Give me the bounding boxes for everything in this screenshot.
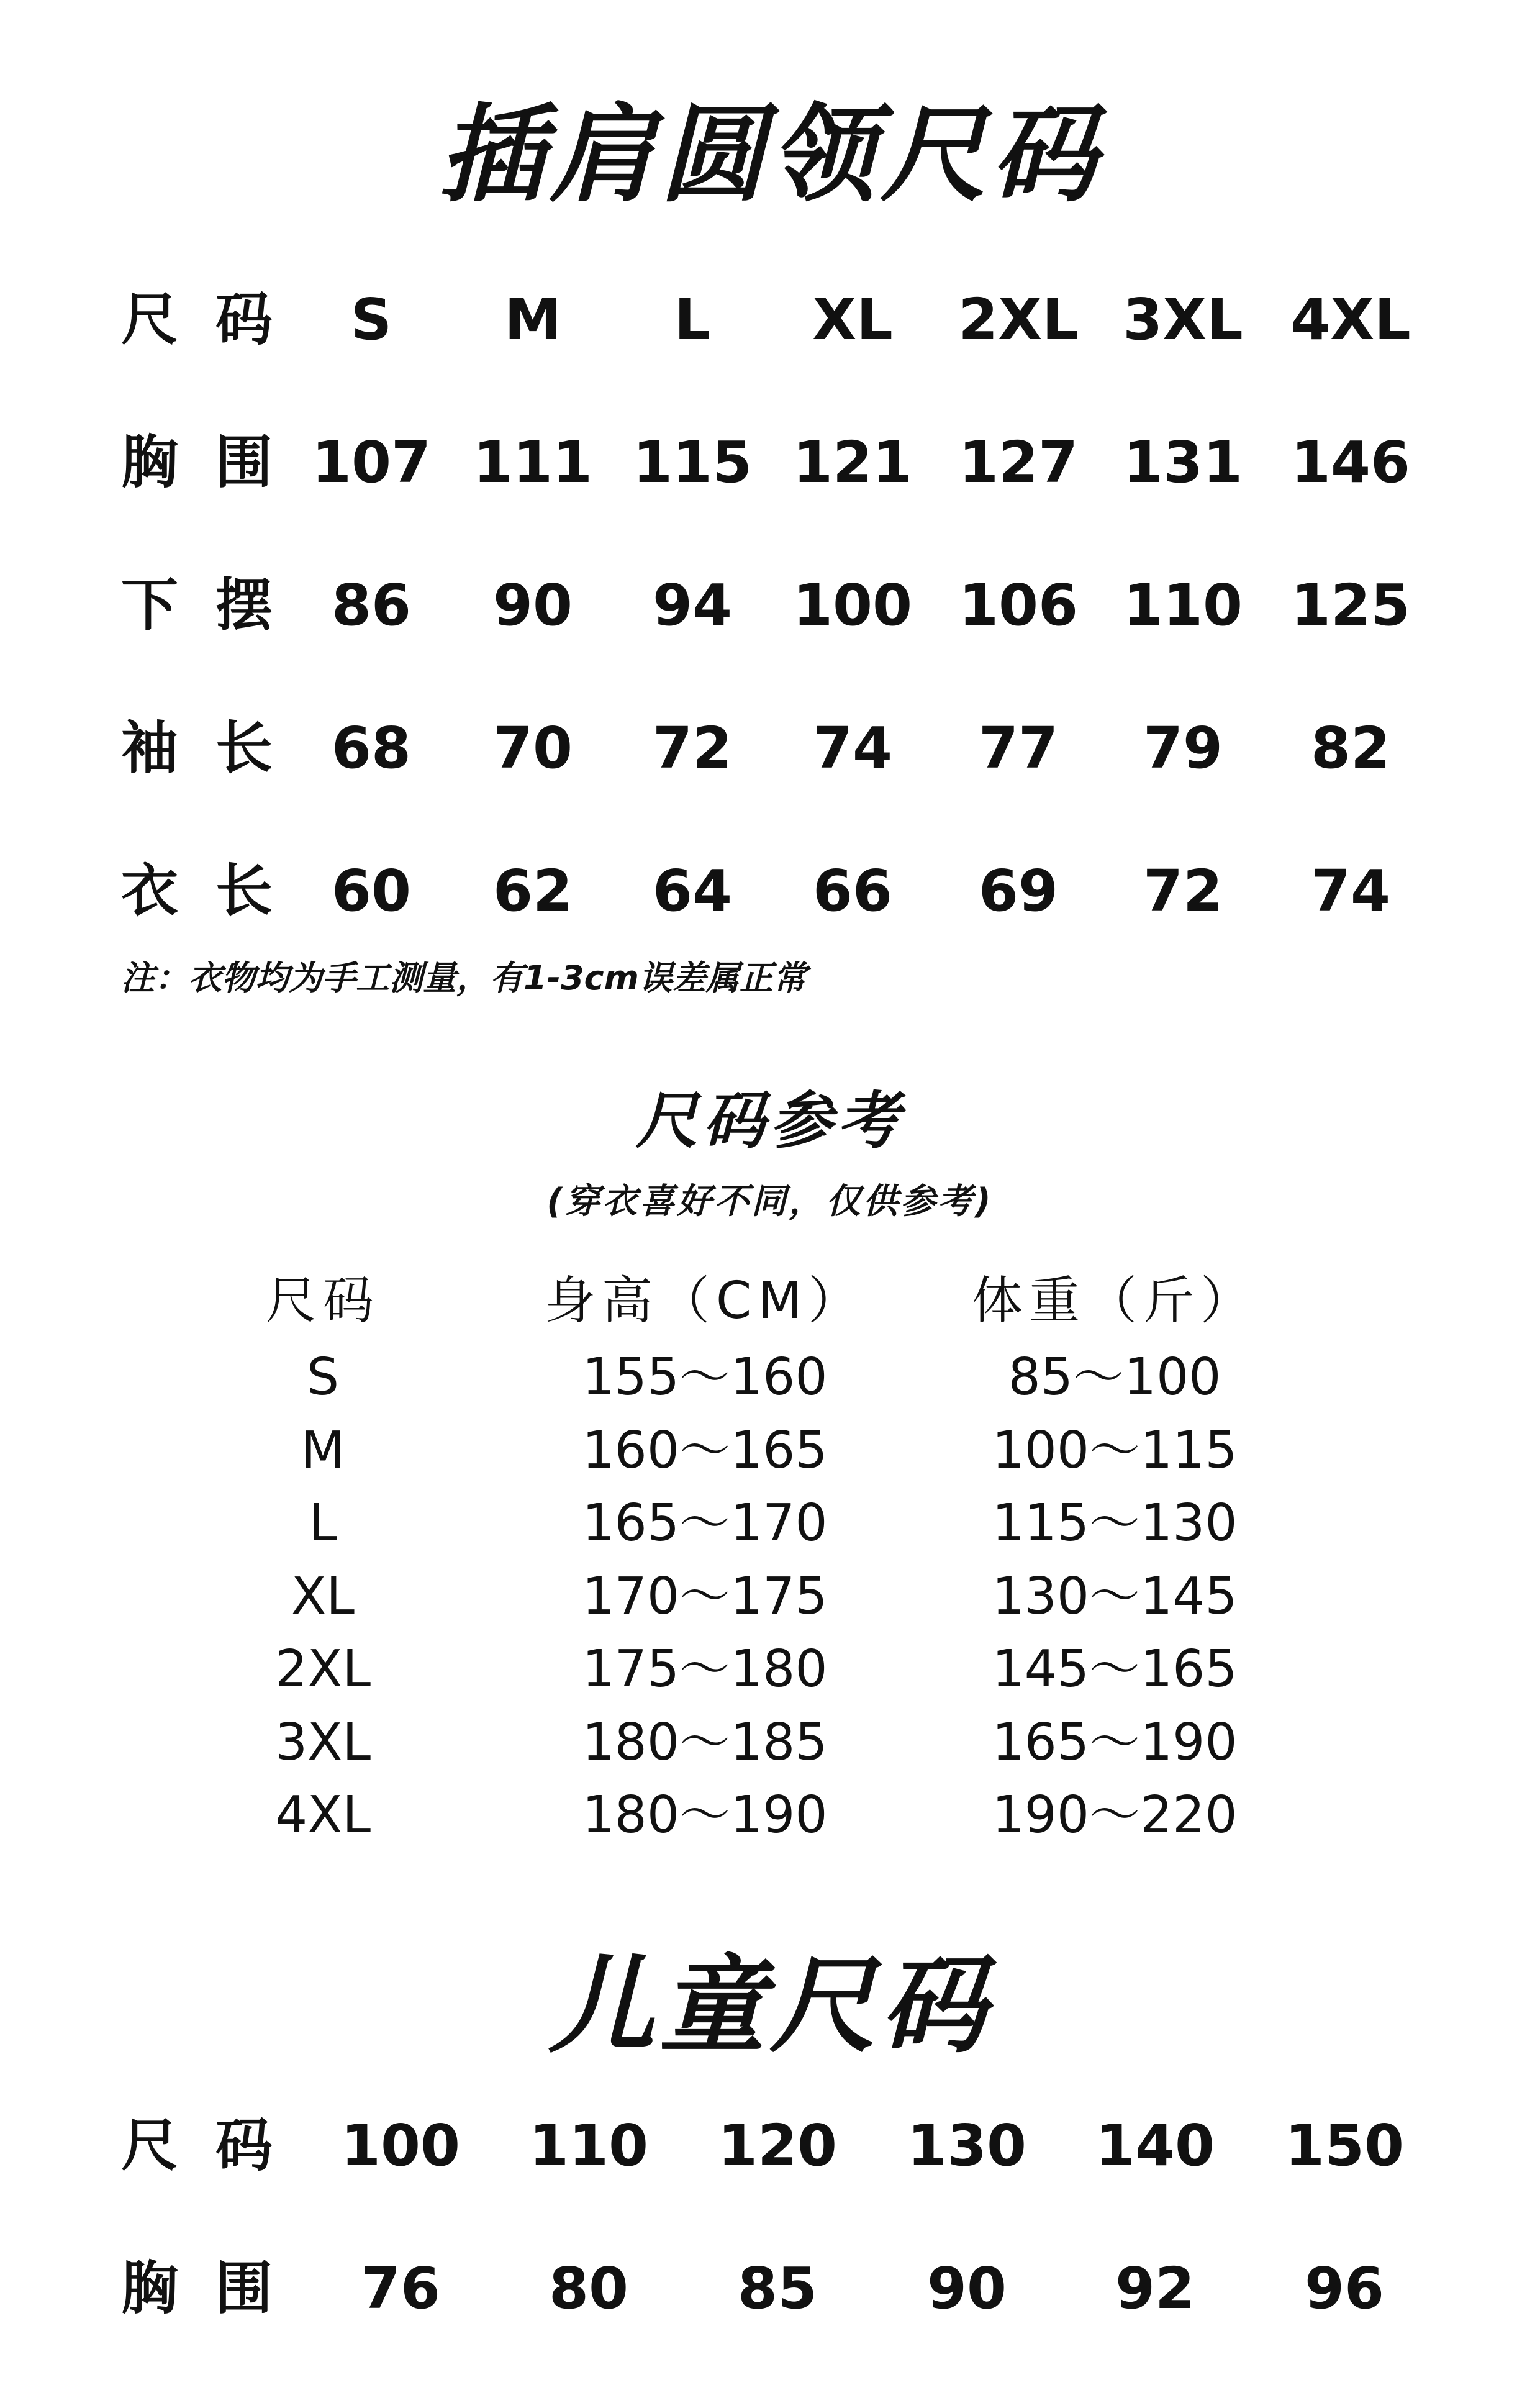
reference-cell: 4XL bbox=[274, 1786, 371, 1845]
reference-cell: 3XL bbox=[274, 1713, 371, 1772]
table-cell: 107 bbox=[311, 429, 432, 496]
reference-cell: 165～170 bbox=[582, 1494, 828, 1553]
table-cell: 74 bbox=[812, 715, 893, 781]
table-cell: 131 bbox=[1123, 429, 1243, 496]
table-cell: 127 bbox=[958, 429, 1079, 496]
reference-cell: 155～160 bbox=[582, 1348, 828, 1407]
reference-cell: 165～190 bbox=[992, 1713, 1238, 1772]
reference-cell: XL bbox=[291, 1567, 355, 1626]
table-cell: 64 bbox=[652, 858, 733, 924]
table-cell: 100 bbox=[792, 572, 913, 638]
reference-cell: 130～145 bbox=[992, 1567, 1238, 1626]
table-cell: 77 bbox=[978, 715, 1059, 781]
reference-subtitle: (穿衣喜好不同，仅供参考) bbox=[546, 1181, 994, 1222]
kids-title: 儿童尺码 bbox=[548, 1945, 991, 2068]
size-header-cell: 3XL bbox=[1123, 286, 1243, 353]
reference-cell: 100～115 bbox=[992, 1421, 1238, 1480]
table-cell: 106 bbox=[958, 572, 1079, 638]
reference-header-cell: 尺码 bbox=[265, 1271, 380, 1330]
size-header-cell: XL bbox=[812, 286, 893, 353]
kids-header-label: 尺码 bbox=[121, 2112, 310, 2179]
table-cell: 94 bbox=[652, 572, 733, 638]
kids-table-cell: 85 bbox=[737, 2255, 818, 2322]
size-header-cell: 2XL bbox=[958, 286, 1079, 353]
kids-table-cell: 76 bbox=[360, 2255, 441, 2322]
reference-cell: 85～100 bbox=[1008, 1348, 1221, 1407]
kids-table-cell: 92 bbox=[1115, 2255, 1195, 2322]
table-cell: 72 bbox=[652, 715, 733, 781]
reference-cell: 180～185 bbox=[582, 1713, 828, 1772]
size-header-cell: S bbox=[350, 286, 392, 353]
kids-size-header-cell: 140 bbox=[1095, 2112, 1215, 2179]
size-header-cell: 4XL bbox=[1290, 286, 1411, 353]
reference-cell: 145～165 bbox=[992, 1640, 1238, 1699]
kids-size-header-cell: 150 bbox=[1284, 2112, 1405, 2179]
table-cell: 60 bbox=[331, 858, 412, 924]
reference-cell: M bbox=[301, 1421, 345, 1480]
table-cell: 62 bbox=[492, 858, 573, 924]
table-cell: 70 bbox=[492, 715, 573, 781]
table-cell: 125 bbox=[1290, 572, 1411, 638]
reference-cell: L bbox=[309, 1494, 337, 1553]
size-header-cell: M bbox=[504, 286, 561, 353]
kids-size-header-cell: 120 bbox=[717, 2112, 838, 2179]
main-title: 插肩圆领尺码 bbox=[438, 94, 1102, 217]
reference-cell: 190～220 bbox=[992, 1786, 1238, 1845]
table-cell: 115 bbox=[632, 429, 753, 496]
reference-title: 尺码参考 bbox=[636, 1084, 904, 1157]
measurement-row-label: 衣长 bbox=[121, 858, 310, 924]
kids-size-header-cell: 130 bbox=[907, 2112, 1027, 2179]
table-cell: 69 bbox=[978, 858, 1059, 924]
table-cell: 86 bbox=[331, 572, 412, 638]
kids-table-cell: 96 bbox=[1304, 2255, 1385, 2322]
kids-table-cell: 90 bbox=[926, 2255, 1007, 2322]
kids-size-header-cell: 100 bbox=[340, 2112, 461, 2179]
reference-cell: 175～180 bbox=[582, 1640, 828, 1699]
size-header-cell: L bbox=[674, 286, 711, 353]
kids-row-label: 胸围 bbox=[121, 2255, 310, 2322]
table-header-label: 尺码 bbox=[121, 286, 310, 353]
table-cell: 68 bbox=[331, 715, 412, 781]
reference-header-cell: 身高（CM） bbox=[544, 1271, 865, 1330]
reference-cell: 170～175 bbox=[582, 1567, 828, 1626]
measurement-row-label: 胸围 bbox=[121, 429, 310, 496]
reference-cell: 160～165 bbox=[582, 1421, 828, 1480]
measurement-note: 注：衣物均为手工测量，有1-3cm误差属正常 bbox=[121, 958, 807, 997]
reference-cell: S bbox=[306, 1348, 340, 1407]
reference-cell: 2XL bbox=[274, 1640, 371, 1699]
table-cell: 74 bbox=[1310, 858, 1391, 924]
measurement-row-label: 袖长 bbox=[121, 715, 310, 781]
table-cell: 121 bbox=[792, 429, 913, 496]
table-cell: 90 bbox=[492, 572, 573, 638]
table-cell: 146 bbox=[1290, 429, 1411, 496]
reference-cell: 115～130 bbox=[992, 1494, 1238, 1553]
table-cell: 66 bbox=[812, 858, 893, 924]
kids-table-cell: 80 bbox=[548, 2255, 629, 2322]
table-cell: 79 bbox=[1143, 715, 1223, 781]
table-cell: 82 bbox=[1310, 715, 1391, 781]
reference-cell: 180～190 bbox=[582, 1786, 828, 1845]
table-cell: 72 bbox=[1143, 858, 1223, 924]
kids-size-header-cell: 110 bbox=[528, 2112, 649, 2179]
table-cell: 110 bbox=[1123, 572, 1243, 638]
reference-header-cell: 体重（斤） bbox=[971, 1271, 1257, 1330]
table-cell: 111 bbox=[473, 429, 593, 496]
measurement-row-label: 下摆 bbox=[121, 572, 310, 638]
